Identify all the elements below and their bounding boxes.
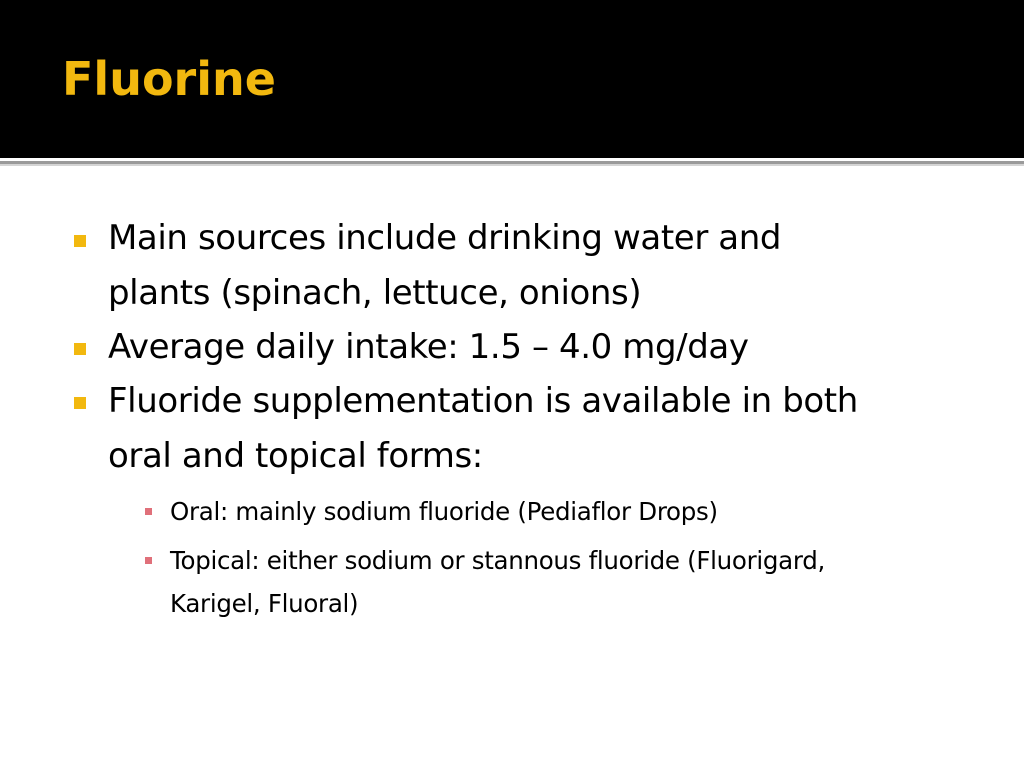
slide-title: Fluorine	[62, 52, 276, 106]
sub-bullet-text: Topical: either sodium or stannous fluoride (Fluorigard,	[170, 546, 825, 575]
sub-bullet-text: Oral: mainly sodium fluoride (Pediaflor Drops)	[170, 497, 718, 526]
bullet-square-icon	[74, 235, 86, 247]
bullet-text: Fluoride supplementation is available in both	[108, 381, 858, 421]
sub-bullet-text-continuation: Karigel, Fluoral)	[170, 589, 359, 618]
bullet-text: Main sources include drinking water and	[108, 218, 782, 258]
sub-bullet-square-icon	[145, 557, 152, 564]
bullet-text-continuation: oral and topical forms:	[108, 436, 483, 476]
bullet-square-icon	[74, 343, 86, 355]
bullet-text-continuation: plants (spinach, lettuce, onions)	[108, 273, 642, 313]
bullet-square-icon	[74, 397, 86, 409]
bullet-text: Average daily intake: 1.5 – 4.0 mg/day	[108, 327, 749, 367]
sub-bullet-square-icon	[145, 508, 152, 515]
